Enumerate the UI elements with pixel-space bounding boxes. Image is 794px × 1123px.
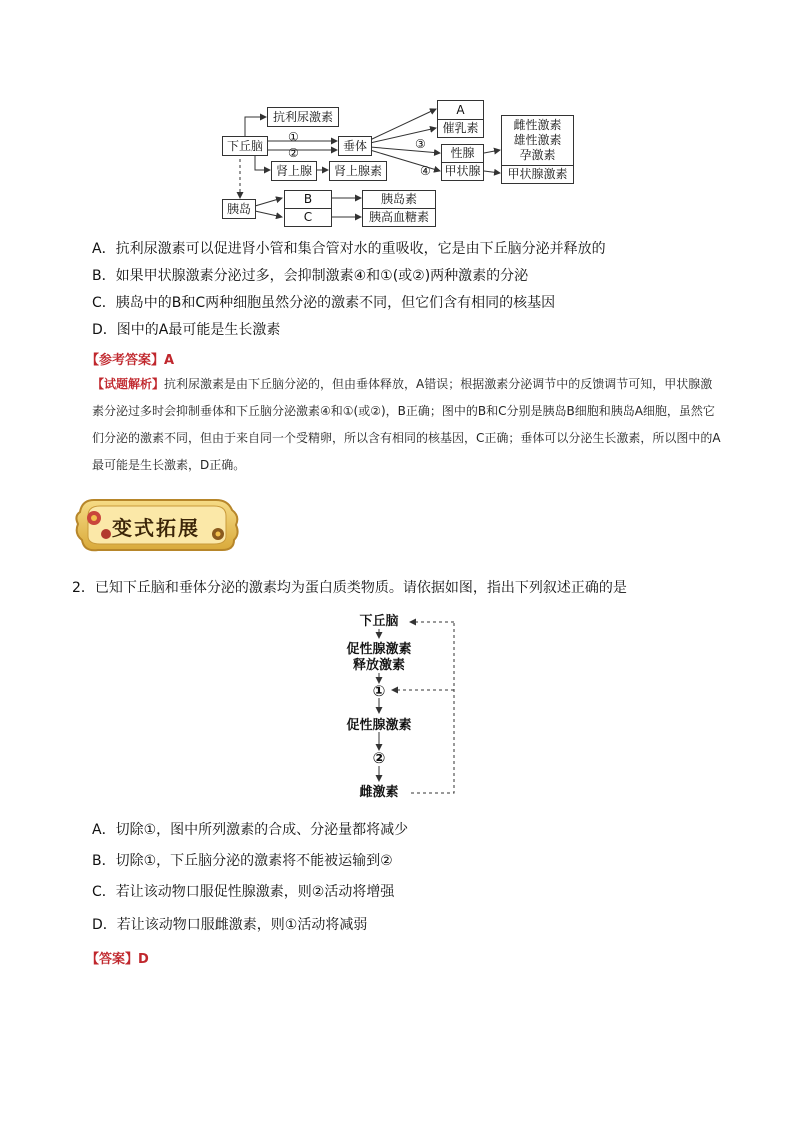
q2-answer-value: D [138, 952, 149, 967]
flow-hypothalamus: 下丘脑 [359, 614, 399, 629]
node-glucagon: 胰高血糖素 [362, 208, 436, 227]
node-hypothalamus: 下丘脑 [222, 136, 268, 156]
flow-gonadotropin: 促性腺激素 [346, 718, 412, 733]
flow-gnrh-line1: 促性腺激素 [346, 642, 412, 657]
node-adrenal: 肾上腺 [271, 161, 317, 181]
q1-option-d: D．图中的A最可能是生长激素 [92, 322, 281, 338]
q1-explanation-text: 抗利尿激素是由下丘脑分泌的，但由垂体释放，A错误；根据激素分泌调节中的反馈调节可知，甲状腺激素分泌过多时会抑制垂体和下丘脑分泌激素④和①(或②)，B正确；图中的B和C分别是胰岛B细胞和胰岛A细胞，虽然它们分泌的激素不同，但由于来自同一个受精卵，所以含有相同的核基因，C正确；垂体可以分泌生长激素，所以图中的A最可能是生长激素，D正确。 [92, 377, 721, 472]
q1-answer-label: 【参考答案】 [86, 353, 165, 368]
q1-answer-value: A [164, 353, 175, 368]
flow-mark-2: ② [372, 749, 386, 767]
node-adh: 抗利尿激素 [267, 107, 339, 127]
node-islet: 胰岛 [222, 199, 256, 219]
banner-title: 变式拓展 [112, 516, 200, 540]
variant-banner [72, 494, 240, 556]
node-cell-c: C [284, 208, 332, 227]
q2-stem: 2．已知下丘脑和垂体分泌的激素均为蛋白质类物质。请依据如图，指出下列叙述正确的是 [72, 580, 627, 596]
mark-3: ③ [415, 137, 426, 151]
q1-option-a: A．抗利尿激素可以促进肾小管和集合管对水的重吸收，它是由下丘脑分泌并释放的 [92, 241, 606, 257]
flow-arrows [0, 600, 794, 810]
node-sex-hormones [501, 115, 574, 165]
mark-2: ② [288, 146, 299, 160]
q1-explanation-tag: 【试题解析】 [92, 377, 165, 391]
flow-mark-1: ① [372, 682, 386, 700]
q2-option-b: B．切除①，下丘脑分泌的激素将不能被运输到② [92, 853, 393, 869]
sex-hormone-androgen: 雄性激素 [513, 133, 562, 147]
q1-explanation [92, 371, 724, 479]
node-gonad: 性腺 [441, 144, 484, 162]
node-insulin: 胰岛素 [362, 190, 436, 208]
node-a: A [437, 100, 484, 119]
mark-4: ④ [420, 164, 431, 178]
q2-option-d: D．若让该动物口服雌激素，则①活动将减弱 [92, 917, 368, 933]
q2-option-a: A．切除①，图中所列激素的合成、分泌量都将减少 [92, 822, 409, 838]
q1-answer [86, 349, 174, 368]
node-thyroid: 甲状腺 [441, 162, 484, 181]
node-prolactin: 催乳素 [437, 119, 484, 138]
q1-option-c: C．胰岛中的B和C两种细胞虽然分泌的激素不同，但它们含有相同的核基因 [92, 295, 556, 311]
q1-option-b: B．如果甲状腺激素分泌过多，会抑制激素④和①(或②)两种激素的分泌 [92, 268, 529, 284]
node-cell-b: B [284, 190, 332, 208]
mark-1: ① [288, 130, 299, 144]
flow-estrogen: 雌激素 [359, 785, 399, 800]
flow-gnrh-line2: 释放激素 [352, 658, 405, 673]
node-adrenaline: 肾上腺素 [329, 161, 387, 181]
q2-answer [86, 948, 149, 967]
sex-hormone-progesterone: 孕激素 [519, 148, 556, 162]
q2-option-c: C．若让该动物口服促性腺激素，则②活动将增强 [92, 884, 395, 900]
node-thyroxine: 甲状腺激素 [501, 165, 574, 184]
q2-answer-label: 【答案】 [86, 952, 139, 967]
node-pituitary: 垂体 [338, 136, 372, 156]
sex-hormone-estrogen: 雌性激素 [513, 118, 562, 132]
